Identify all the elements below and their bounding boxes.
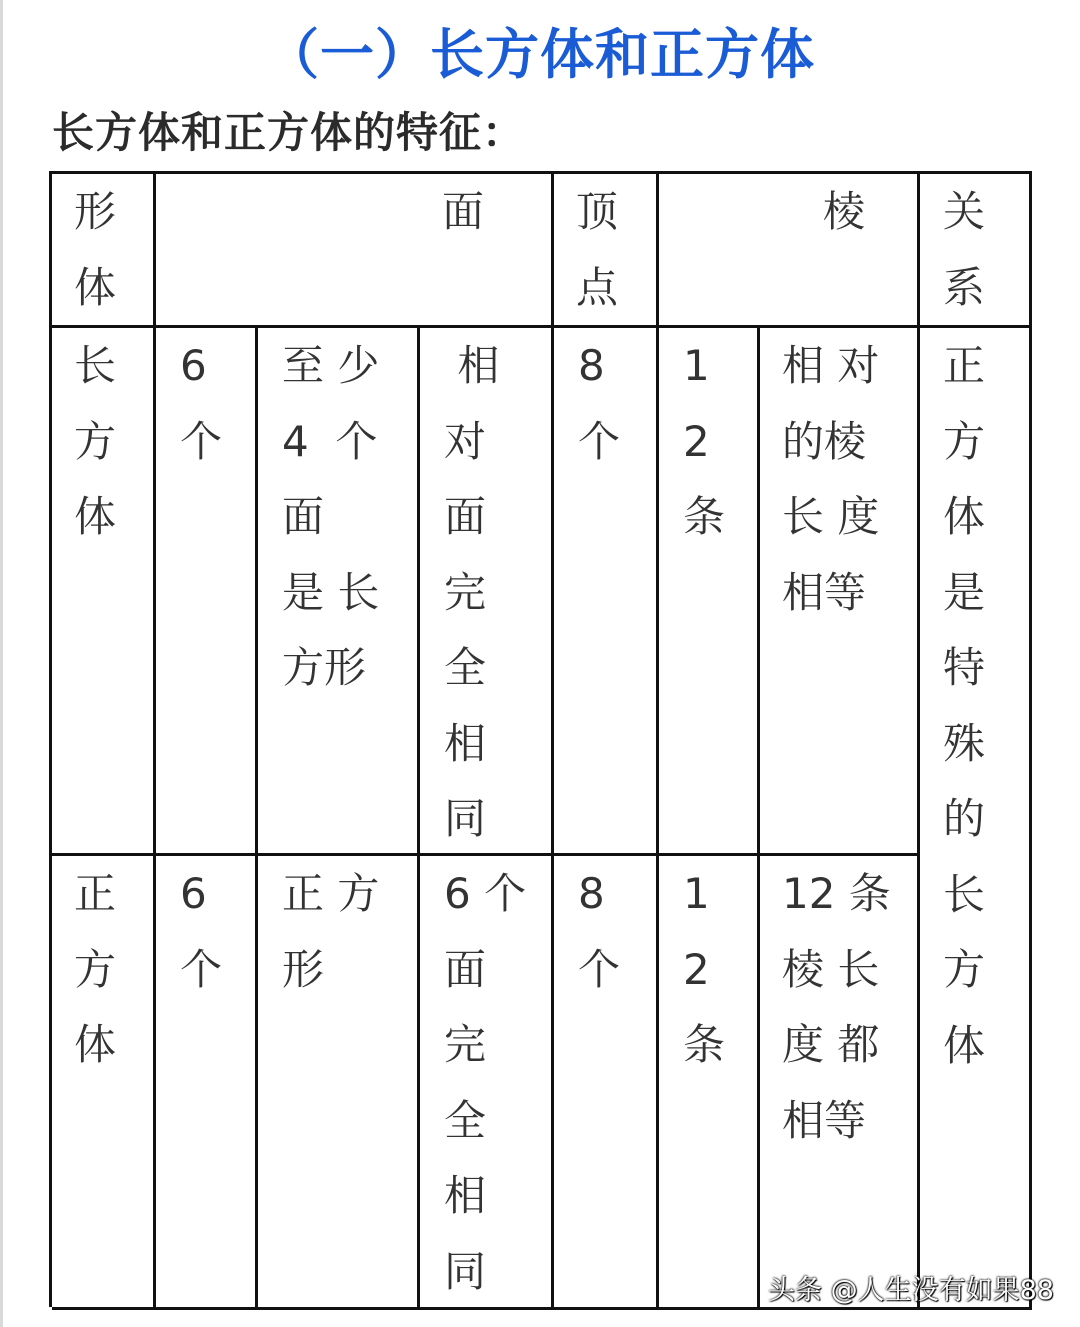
row2-vertex-cell [554, 856, 659, 1310]
watermark: 头条 @人生没有如果88 [768, 1275, 1054, 1306]
relation-text: 正 方 体 是 特 殊 的 长 方 体 [943, 341, 986, 1070]
header-vertex-cell [554, 174, 659, 328]
row1-face-relation-cell [420, 328, 554, 856]
header-relation-label: 关 系 [943, 187, 986, 312]
row2-face-relation-cell [420, 856, 554, 1310]
header-face-cell [156, 174, 554, 328]
row1-face-count: 6 个 [180, 341, 223, 466]
row2-face-shape: 正 方 形 [282, 869, 380, 994]
row1-face-shape-cell [258, 328, 420, 856]
row1-vertex: 8 个 [578, 341, 621, 466]
row2-shape: 正 方 体 [74, 869, 117, 1069]
row2-face-relation: 6 个 面 完 全 相 同 [444, 869, 527, 1296]
row2-face-count: 6 个 [180, 869, 223, 994]
row1-shape: 长 方 体 [74, 341, 117, 541]
header-edge-label: 棱 [823, 187, 866, 236]
section-subtitle: 长方体和正方体的特征： [52, 108, 526, 157]
row1-edge-count-cell [659, 328, 760, 856]
row1-shape-cell [52, 328, 156, 856]
relation-cell [920, 328, 1032, 1310]
left-edge-rule [0, 0, 3, 1327]
row2-edge-relation-cell [760, 856, 920, 1310]
row1-vertex-cell [554, 328, 659, 856]
row2-edge-count: 1 2 条 [683, 869, 726, 1069]
header-edge-cell [659, 174, 920, 328]
header-shape-label: 形 体 [74, 187, 117, 312]
row2-vertex: 8 个 [578, 869, 621, 994]
row2-face-count-cell [156, 856, 258, 1310]
row1-edge-relation: 相 对 的棱 长 度 相等 [782, 341, 880, 617]
features-table [49, 171, 1032, 1307]
header-face-label: 面 [442, 187, 485, 236]
section-title: （一）长方体和正方体 [265, 23, 815, 86]
row2-face-shape-cell [258, 856, 420, 1310]
row1-face-shape: 至 少 4 个 面 是 长 方形 [282, 341, 380, 692]
row2-edge-relation: 12 条 棱 长 度 都 相等 [782, 869, 891, 1145]
row2-edge-count-cell [659, 856, 760, 1310]
row1-face-count-cell [156, 328, 258, 856]
row1-face-relation: 相 对 面 完 全 相 同 [444, 341, 500, 843]
header-relation-cell [920, 174, 1032, 328]
row1-edge-count: 1 2 条 [683, 341, 726, 541]
row1-edge-relation-cell [760, 328, 920, 856]
row2-shape-cell [52, 856, 156, 1310]
header-vertex-label: 顶 点 [576, 187, 619, 312]
header-shape-cell [52, 174, 156, 328]
